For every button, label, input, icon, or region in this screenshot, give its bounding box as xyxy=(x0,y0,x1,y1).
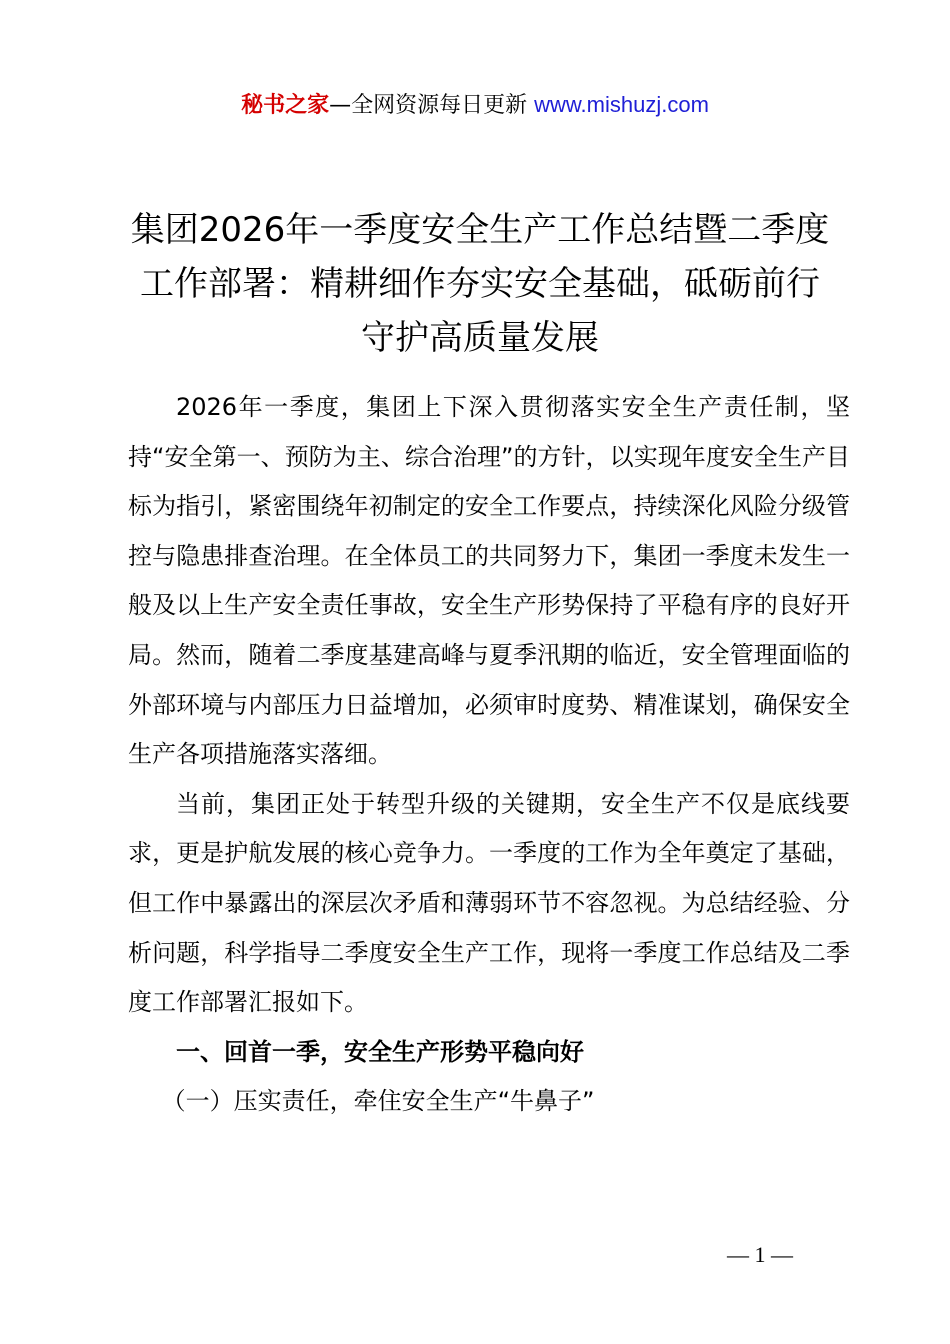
site-tagline: —全网资源每日更新 xyxy=(329,93,535,118)
paragraph-2: 当前，集团正处于转型升级的关键期，安全生产不仅是底线要求，更是护航发展的核心竞争力。一季度的工作为全年奠定了基础，但工作中暴露出的深层次矛盾和薄弱环节不容忽视。为总结经验、分析问题，科学指导二季度安全生产工作，现将一季度工作总结及二季度工作部署汇报如下。 xyxy=(128,789,850,1017)
site-url-link[interactable]: www.mishuzj.com xyxy=(534,92,709,117)
document-title: 集团2026年一季度安全生产工作总结暨二季度工作部署：精耕细作夯实安全基础，砥砺前行守护高质量发展 xyxy=(130,209,830,358)
subsection-heading: （一）压实责任，牵住安全生产“牛鼻子” xyxy=(161,1087,595,1116)
site-name: 秘书之家 xyxy=(241,93,330,118)
page-number: — 1 — xyxy=(727,1242,793,1267)
site-header xyxy=(0,88,950,123)
paragraph-1: 2026年一季度，集团上下深入贯彻落实安全生产责任制，坚持“安全第一、预防为主、综合治理”的方针，以实现年度安全生产目标为指引，紧密围绕年初制定的安全工作要点，持续深化风险分级管控与隐患排查治理。在全体员工的共同努力下，集团一季度未发生一般及以上生产安全责任事故，安全生产形势保持了平稳有序的良好开局。然而，随着二季度基建高峰与夏季汛期的临近，安全管理面临的外部环境与内部压力日益增加，必须审时度势、精准谋划，确保安全生产各项措施落实落细。 xyxy=(128,393,850,769)
section-heading: 一、回首一季，安全生产形势平稳向好 xyxy=(176,1037,584,1066)
document-body xyxy=(128,383,850,1127)
